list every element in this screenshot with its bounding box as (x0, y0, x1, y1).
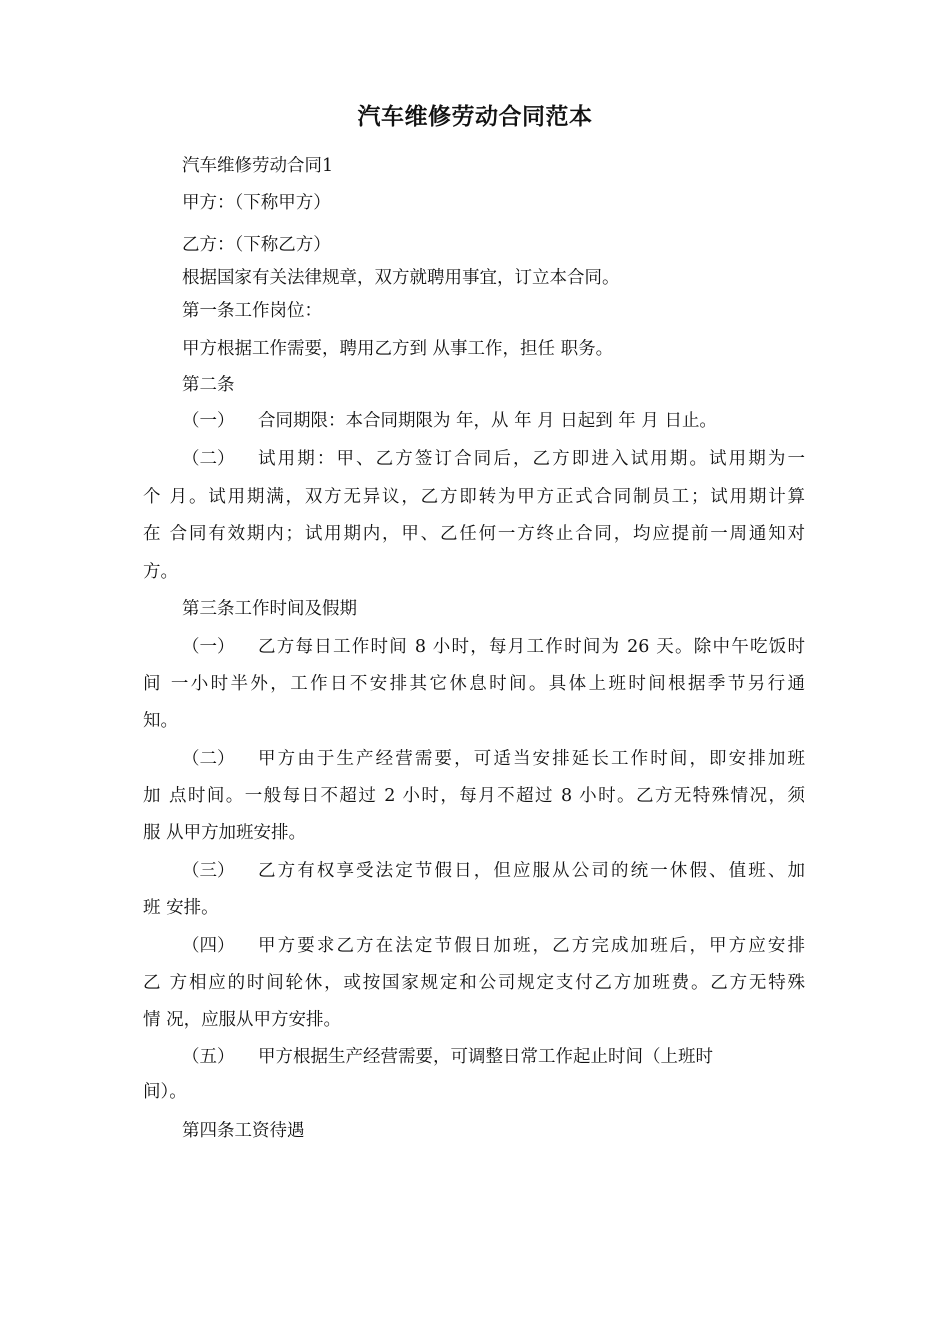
article3-item4-line2: 乙 方相应的时间轮休，或按国家规定和公司规定支付乙方加班费。乙方无特殊 (143, 973, 805, 993)
article3-item5-number: （五） (182, 1047, 235, 1067)
article3-item5-line2: 间）。 (143, 1082, 187, 1102)
article3-item2-line1: 甲方由于生产经营需要，可适当安排延长工作时间，即安排加班 (258, 749, 805, 769)
article2-item2-line1: 试用期：甲、乙方签订合同后，乙方即进入试用期。试用期为一 (258, 449, 805, 469)
article3-item4-line3: 情 况，应服从甲方安排。 (143, 1010, 342, 1030)
party-a-line: 甲方：（下称甲方） (182, 193, 331, 213)
article2-item2-number: （二） (182, 449, 235, 469)
article3-item1-line2: 间 一小时半外，工作日不安排其它休息时间。具体上班时间根据季节另行通 (143, 674, 805, 694)
article3-item4-number: （四） (182, 936, 235, 956)
article3-item3-line2: 班 安排。 (143, 898, 219, 918)
article2-item2-line2: 个 月。试用期满，双方无异议，乙方即转为甲方正式合同制员工；试用期计算 (143, 487, 805, 507)
intro-paragraph: 根据国家有关法律规章，双方就聘用事宜，订立本合同。 (182, 268, 620, 288)
document-title: 汽车维修劳动合同范本 (357, 104, 593, 130)
article3-item3-number: （三） (182, 861, 235, 881)
article3-item1-line3: 知。 (143, 711, 178, 731)
article2-item2-line4: 方。 (143, 562, 178, 582)
article3-item4-line1: 甲方要求乙方在法定节假日加班，乙方完成加班后，甲方应安排 (258, 936, 805, 956)
article3-item2-number: （二） (182, 749, 235, 769)
article3-item5-line1: 甲方根据生产经营需要，可调整日常工作起止时间（上班时 (258, 1047, 713, 1067)
article2-heading: 第二条 (182, 375, 235, 395)
article1-text: 甲方根据工作需要，聘用乙方到 从事工作，担任 职务。 (182, 339, 614, 359)
article2-item1-number: （一） (182, 411, 235, 431)
party-b-line: 乙方：（下称乙方） (182, 235, 331, 255)
article1-heading: 第一条工作岗位： (182, 301, 322, 321)
article3-item3-line1: 乙方有权享受法定节假日，但应服从公司的统一休假、值班、加 (258, 861, 805, 881)
article3-item1-line1: 乙方每日工作时间 8 小时，每月工作时间为 26 天。除中午吃饭时 (258, 637, 805, 657)
article2-item1-text: 合同期限：本合同期限为 年，从 年 月 日起到 年 月 日止。 (258, 411, 717, 431)
article4-heading: 第四条工资待遇 (182, 1121, 305, 1141)
article3-item2-line3: 服 从甲方加班安排。 (143, 823, 307, 843)
contract-subtitle: 汽车维修劳动合同1 (182, 156, 334, 176)
article3-heading: 第三条工作时间及假期 (182, 599, 357, 619)
article3-item1-number: （一） (182, 637, 235, 657)
article3-item2-line2: 加 点时间。一般每日不超过 2 小时，每月不超过 8 小时。乙方无特殊情况，须 (143, 786, 805, 806)
article2-item2-line3: 在 合同有效期内；试用期内，甲、乙任何一方终止合同，均应提前一周通知对 (143, 524, 805, 544)
